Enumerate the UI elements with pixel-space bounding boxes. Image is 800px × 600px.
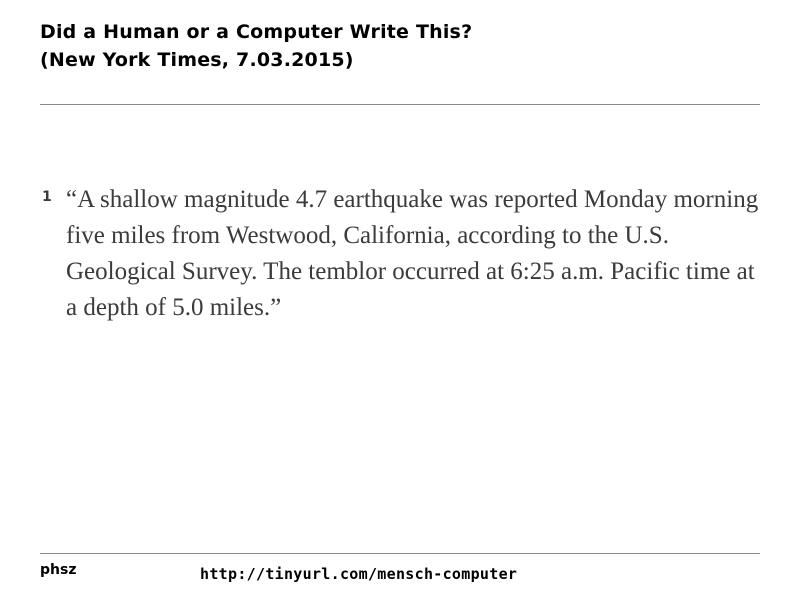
footer-url-link[interactable]: http://tinyurl.com/mensch-computer	[200, 565, 518, 583]
title-line-2: (New York Times, 7.03.2015)	[40, 49, 354, 71]
title-line-1: Did a Human or a Computer Write This?	[40, 21, 473, 43]
page-title	[40, 18, 760, 74]
footer-divider	[40, 553, 760, 554]
quote-text: “A shallow magnitude 4.7 earthquake was reported Monday morning five miles from Westwood, California, according to the U.S. Geological Survey. The temblor occurred at 6:25 a.m. Pacific time at a depth of 5.0 miles.”	[66, 186, 759, 321]
title-divider	[40, 104, 760, 105]
footer-brand: phsz	[40, 562, 77, 578]
quote-item	[42, 182, 772, 326]
quote-number: 1	[42, 189, 52, 205]
